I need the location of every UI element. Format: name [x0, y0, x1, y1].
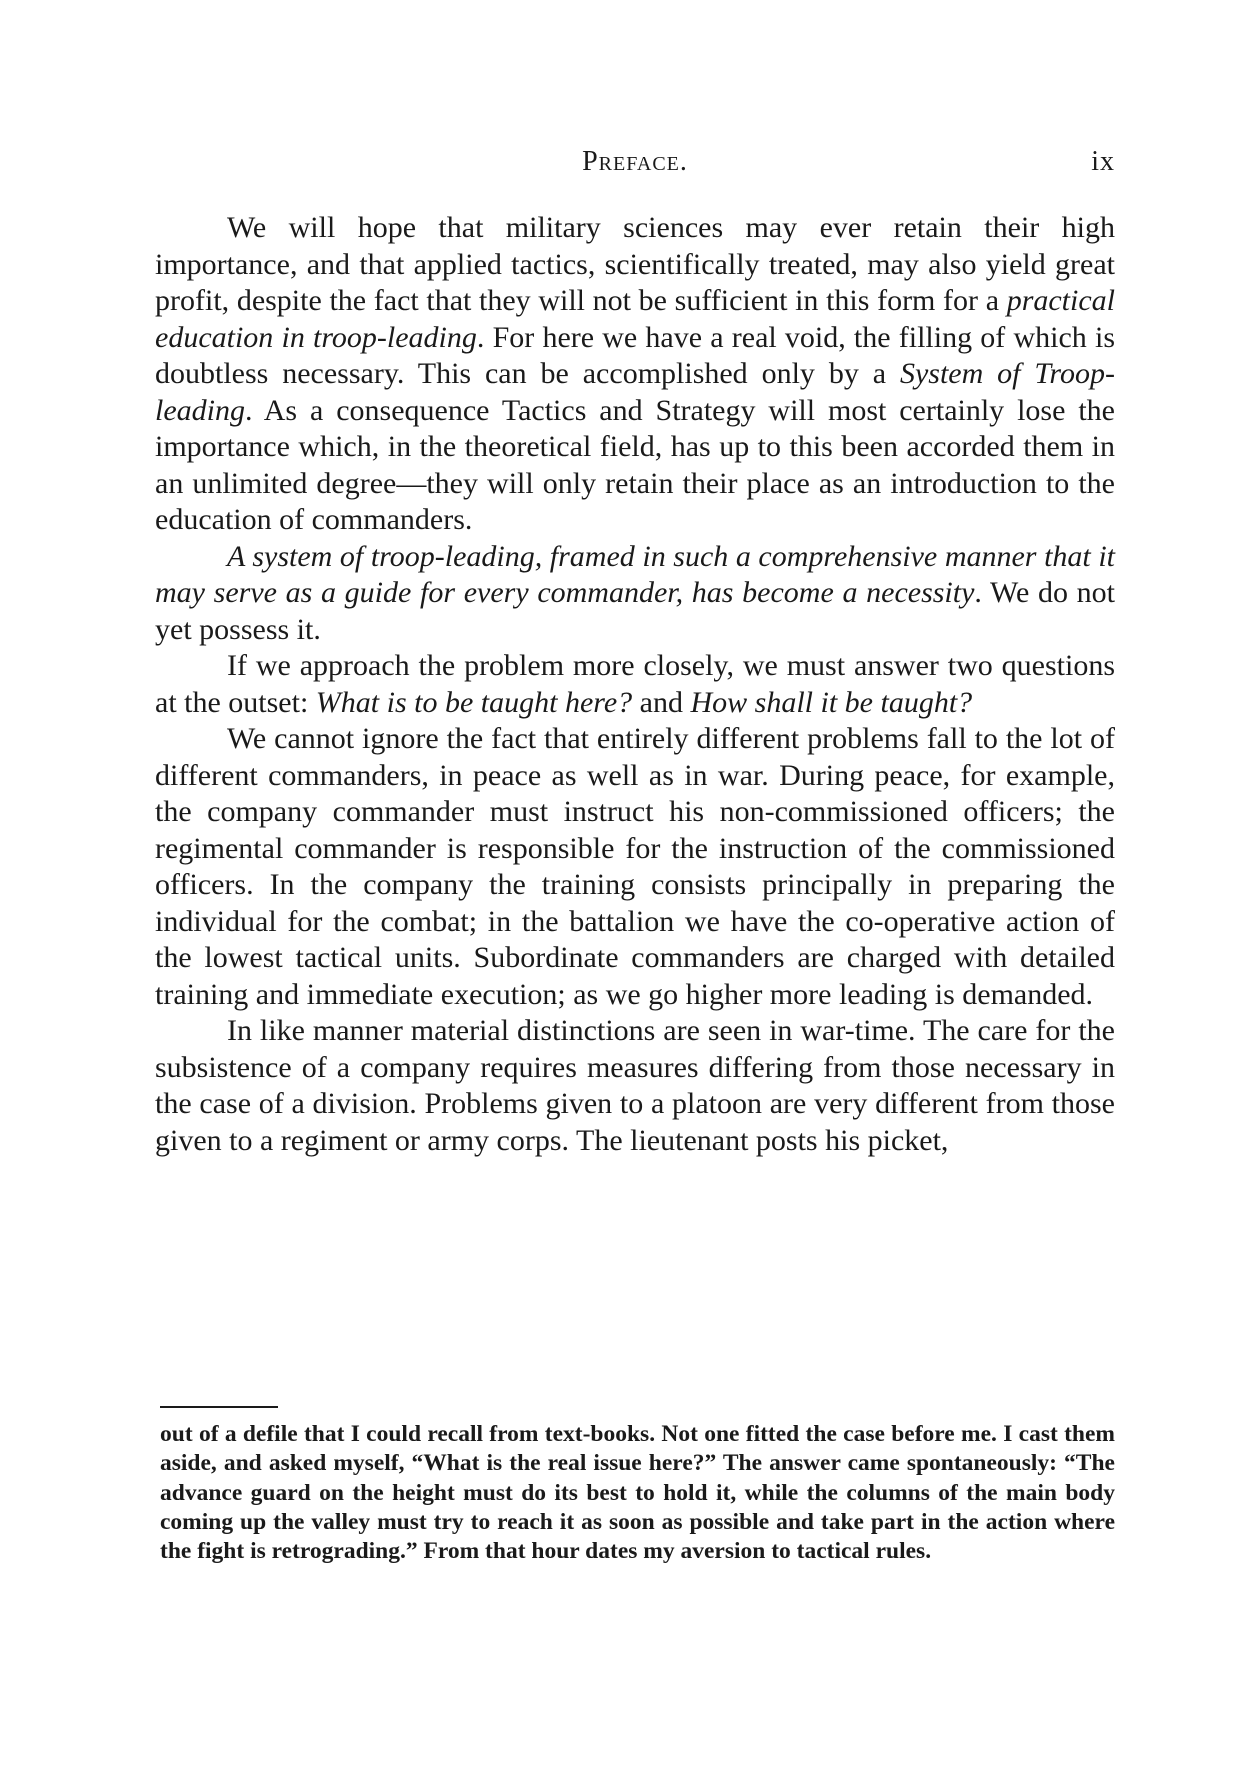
italic-text: What is to be taught here?	[315, 685, 633, 719]
paragraph	[155, 1013, 1115, 1159]
text-run: . For here we have a real void, the filling of which is doubtless necessary. This can be accomplished only by a	[155, 320, 1115, 390]
text-run: If we approach the problem more closely, we must answer two questions at the outset:	[155, 649, 1115, 719]
text-run: . As a consequence Tactics and Strategy will most certainly lose the importance which, in the theoretical field, has up to this been accorded them in an unlimited degree—they will only retain their place as an introduction to the education of commanders.	[155, 393, 1115, 536]
italic-text: How shall it be taught?	[690, 685, 973, 719]
main-text	[155, 210, 1115, 1159]
italic-text: System of Troop-leading	[155, 357, 1115, 427]
text-run: In like manner material distinctions are seen in war-time. The care for the subsistence of a company requires measures differing from those necessary in the case of a division. Problems given to a platoon are very different from those given to a regiment or army corps. The lieutenant posts his picket,	[155, 1014, 1115, 1157]
page-number: ix	[1091, 146, 1115, 177]
text-run: We cannot ignore the fact that entirely different problems fall to the lot of different commanders, in peace as well as in war. During peace, for example, the company commander must instruct his non-commissioned officers; the regimental commander is responsible for the instruction of the commissioned officers. In the company the training consists principally in preparing the individual for the combat; in the battalion we have the co-operative action of the lowest tactical units. Subordinate commanders are charged with detailed training and immediate execution; as we go higher more leading is demanded.	[155, 722, 1115, 1011]
text-run: . We do not yet possess it.	[155, 576, 1115, 646]
footnote-rule	[160, 1406, 278, 1408]
text-run: We will hope that military sciences may ever retain their high importance, and that applied tactics, scientifically treated, may also yield great profit, despite the fact that they will not be sufficient in this form for a	[155, 211, 1115, 317]
italic-text: A system of troop-leading, framed in such a comprehensive manner that it may serve as a guide for every commander, has become a necessity	[155, 539, 1115, 609]
italic-text: practical education in troop-leading	[155, 284, 1115, 354]
footnote	[160, 1420, 1115, 1566]
footnote-text: out of a defile that I could recall from text-books. Not one fitted the case before me. I cast them aside, and asked myself, “What is the real issue here?” The answer came spontaneously: “The advance guard on the height must do its best to hold it, while the columns of the main body coming up the valley must try to reach it as soon as possible and take part in the action where the fight is retrograding.” From that hour dates my aversion to tactical rules.	[160, 1421, 1115, 1565]
paragraph	[155, 539, 1115, 649]
paragraph	[155, 210, 1115, 539]
running-head	[155, 146, 1115, 186]
paragraph	[155, 648, 1115, 721]
running-head-title: Preface.	[582, 146, 688, 177]
text-run: and	[632, 685, 691, 719]
paragraph	[155, 721, 1115, 1013]
